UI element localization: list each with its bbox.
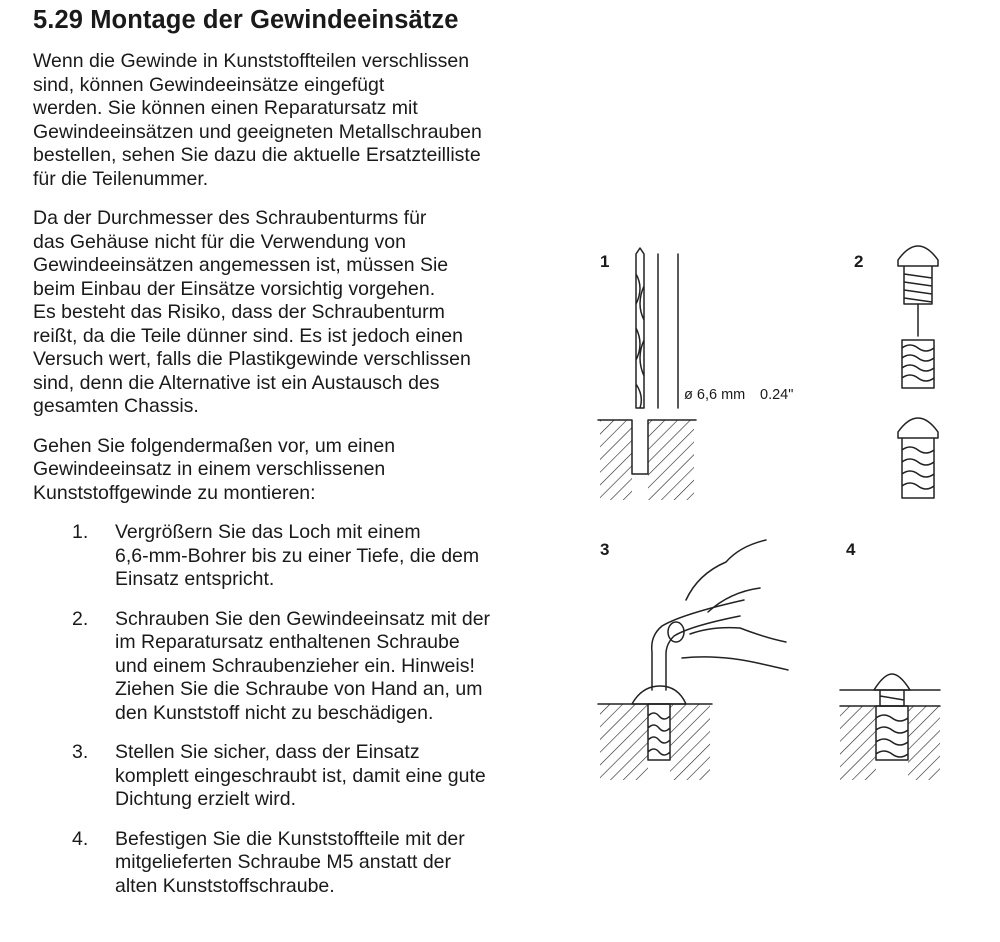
text-line: Da der Durchmesser des Schraubenturms für <box>33 207 427 229</box>
text-line: alten Kunststoffschraube. <box>115 874 335 897</box>
drill-bit <box>636 248 644 408</box>
text-line: Stellen Sie sicher, dass der Einsatz <box>115 741 420 763</box>
page-title: 5.29 Montage der Gewindeeinsätze <box>33 6 459 34</box>
text-line: den Kunststoff nicht zu beschädigen. <box>115 701 434 724</box>
plastic-block <box>600 704 648 780</box>
text-line: Vergrößern Sie das Loch mit einem <box>115 521 421 543</box>
text-line: Kunststoffgewinde zu montieren: <box>33 481 316 504</box>
hand <box>682 540 788 670</box>
figure-label-3: 3 <box>600 540 610 559</box>
final-assembly-panel <box>840 674 940 780</box>
screw-head <box>632 686 686 704</box>
drill-diameter-label: ø 6,6 mm <box>684 387 746 403</box>
figure-label-2: 2 <box>854 252 864 271</box>
step-number: 2. <box>72 607 89 630</box>
drill-panel <box>598 248 696 500</box>
text-line: Ziehen Sie die Schraube von Hand an, um <box>115 678 483 700</box>
text-line: Schrauben Sie den Gewindeeinsatz mit der <box>115 607 491 630</box>
plastic-block <box>648 420 694 500</box>
text-line: und einem Schraubenzieher ein. Hinweis! <box>115 654 475 677</box>
thread-insert <box>876 706 908 760</box>
figure-drawing <box>590 240 950 800</box>
text-line: Dichtung erzielt wird. <box>115 788 296 810</box>
installation-figure <box>590 240 950 800</box>
text-line: im Reparatursatz enthaltenen Schraube <box>115 631 460 653</box>
screw-insert-panel <box>898 246 938 498</box>
text-line: Einsatz entspricht. <box>115 568 275 590</box>
dimension-line <box>658 254 678 408</box>
text-line: Wenn die Gewinde in Kunststoffteilen verschlissen <box>33 50 470 72</box>
warning-paragraph <box>33 207 553 419</box>
screw <box>898 246 938 304</box>
text-line: Versuch wert, falls die Plastikgewinde verschlissen <box>33 348 471 370</box>
plastic-block <box>840 706 876 780</box>
list-item <box>33 828 553 899</box>
text-line: sind, denn die Alternative ist ein Austausch des <box>33 371 440 394</box>
plastic-block <box>908 706 940 780</box>
step-number: 3. <box>72 741 89 763</box>
text-line: Gehen Sie folgendermaßen vor, um einen <box>33 434 396 457</box>
assembled-screw <box>898 418 938 498</box>
body-text <box>33 50 553 914</box>
text-line: Befestigen Sie die Kunststoffteile mit der <box>115 827 465 850</box>
plastic-block <box>670 704 710 780</box>
text-line: für die Teilenummer. <box>33 167 209 190</box>
step-number: 1. <box>72 521 89 543</box>
text-line: beim Einbau der Einsätze vorsichtig vorgehen. <box>33 277 436 300</box>
list-item <box>33 741 553 812</box>
thread-insert <box>648 704 670 760</box>
plastic-block <box>600 420 632 500</box>
text-line: mitgelieferten Schraube M5 anstatt der <box>115 851 452 873</box>
text-line: 6,6-mm-Bohrer bis zu einer Tiefe, die dem <box>115 544 480 567</box>
step-number: 4. <box>72 827 89 850</box>
screwdriver <box>652 600 744 690</box>
figure-label-4: 4 <box>846 540 856 559</box>
hand-screwdriver-panel <box>598 540 788 780</box>
drill-inches-label: 0.24" <box>760 387 794 403</box>
text-line: bestellen, sehen Sie dazu die aktuelle Ersatzteilliste <box>33 144 481 166</box>
procedure-intro-paragraph <box>33 435 553 506</box>
intro-paragraph <box>33 50 553 191</box>
thread-insert <box>902 340 934 388</box>
text-line: Gewindeeinsatz in einem verschlissenen <box>33 458 386 480</box>
text-line: reißt, da die Teile dünner sind. Es ist jedoch einen <box>33 324 463 347</box>
text-line: sind, können Gewindeeinsätze eingefügt <box>33 73 385 96</box>
text-line: Gewindeeinsätzen angemessen ist, müssen Sie <box>33 254 449 276</box>
text-line: Es besteht das Risiko, dass der Schraubenturm <box>33 301 445 323</box>
text-line: das Gehäuse nicht für die Verwendung von <box>33 230 406 253</box>
text-line: komplett eingeschraubt ist, damit eine gute <box>115 764 486 787</box>
figure-label-1: 1 <box>600 252 610 271</box>
text-line: werden. Sie können einen Reparatursatz mit <box>33 97 418 119</box>
text-line: Gewindeeinsätzen und geeigneten Metallschrauben <box>33 120 482 143</box>
list-item <box>33 521 553 592</box>
screw <box>874 674 910 706</box>
steps-list <box>33 521 553 898</box>
text-line: gesamten Chassis. <box>33 395 199 417</box>
list-item <box>33 608 553 726</box>
